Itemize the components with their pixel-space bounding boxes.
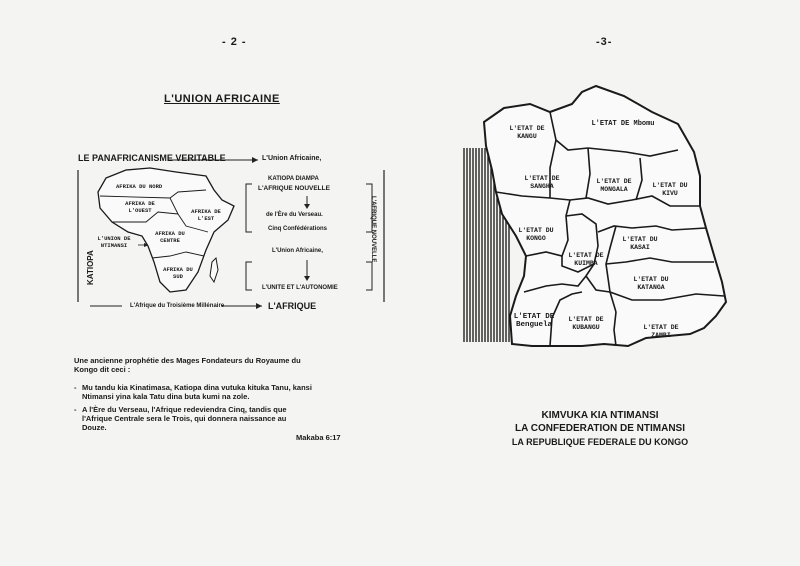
right-page <box>400 0 800 566</box>
state-kongo: L'ETAT DU KONGO <box>518 227 554 242</box>
prophecy-intro-2: Kongo dit ceci : <box>74 365 131 374</box>
bullet-line: Ntimansi yina kala Tatu dina buta kumi na zole. <box>82 392 250 401</box>
state-kuimba: L'ETAT DE KUIMBA <box>568 252 604 267</box>
region-afrika-sud: AFRIKA DU SUD <box>163 266 193 280</box>
region-afrika-nord: AFRIKA DU NORD <box>116 183 163 190</box>
region-afrika-est: AFRIKA DE L'EST <box>191 208 221 222</box>
region-afrika-centre: AFRIKA DU CENTRE <box>155 230 185 244</box>
bullet-line: Mu tandu kia Kinatimasa, Katiopa dina vutuka kituka Tanu, kansi <box>82 383 312 392</box>
diagram-heading: LE PANAFRICANISME VERITABLE <box>78 153 226 163</box>
state-sangha: L'ETAT DE SANGHA <box>524 175 560 190</box>
label-katiopa-vertical: KATIOPA <box>86 250 95 285</box>
region-union-ntimansi: L'UNION DE NTIMANSI <box>97 235 131 249</box>
label-afrique-nouvelle-vertical: L'AFRIQUE NOUVELLE <box>370 196 376 263</box>
bullet-line: A l'Ère du Verseau, l'Afrique redeviendra Cinq, tandis que <box>82 405 287 414</box>
bullet-line: Douze. <box>82 423 107 432</box>
state-kivu: L'ETAT DU KIVU <box>652 182 688 197</box>
label-union-africaine: L'Union Africaine, <box>272 248 323 254</box>
label-ere-verseau: de l'Ère du Verseau. <box>266 212 323 218</box>
caption-kimvuka: KIMVUKA KIA NTIMANSI <box>541 410 659 421</box>
state-katanga: L'ETAT DU KATANGA <box>633 276 669 291</box>
state-mongala: L'ETAT DE MONGALA <box>596 178 632 193</box>
prophecy-intro-1: Une ancienne prophétie des Mages Fondateurs du Royaume du <box>74 356 301 365</box>
box-line-afrique-nouvelle: L'AFRIQUE NOUVELLE <box>258 185 330 192</box>
label-troisieme-millenaire: L'Afrique du Troisième Millénaire <box>130 303 225 309</box>
bullet-line: l'Afrique Centrale sera le Trois, qui donnera naissance au <box>82 414 287 423</box>
caption-republique: LA REPUBLIQUE FEDERALE DU KONGO <box>511 437 689 447</box>
state-benguela: L'ETAT DE Benguela <box>513 313 555 329</box>
state-kubangu: L'ETAT DE KUBANGU <box>568 316 604 331</box>
state-kasai: L'ETAT DU KASAI <box>622 236 658 251</box>
state-mbomu: L'ETAT DE Mbomu <box>591 120 655 128</box>
state-kangu: L'ETAT DE KANGU <box>509 125 545 140</box>
citation-makaba: Makaba 6:17 <box>296 433 341 442</box>
label-afrique-footer: L'AFRIQUE <box>268 301 317 311</box>
label-unite-autonomie: L'UNITE ET L'AUTONOMIE <box>262 285 338 291</box>
page-number-left: - 2 - <box>222 36 247 48</box>
caption-confederation: LA CONFEDERATION DE NTIMANSI <box>515 423 685 434</box>
page-number-right: -3- <box>596 36 613 48</box>
prophecy-bullet-french: - A l'Ère du Verseau, l'Afrique redeviendra Cinq, tandis que l'Afrique Centrale sera le Trois, qui donnera naissance au Douze. <box>74 405 384 432</box>
diagram-heading-right: L'Union Africaine, <box>262 155 322 162</box>
box-line-katiopa-diampa: KATIOPA DIAMPA <box>268 176 319 182</box>
prophecy-bullet-kikongo: - Mu tandu kia Kinatimasa, Katiopa dina vutuka kituka Tanu, kansi Ntimansi yina kala Tatu dina buta kumi na zole. <box>74 383 384 401</box>
kongo-federal-map <box>400 0 800 566</box>
region-afrika-ouest: AFRIKA DE L'OUEST <box>125 200 155 214</box>
state-zambi: L'ETAT DE ZAMBI <box>643 324 679 339</box>
label-cinq-confederations: Cinq Confédérations <box>268 226 328 232</box>
page-title-union-africaine: L'UNION AFRICAINE <box>164 93 280 105</box>
